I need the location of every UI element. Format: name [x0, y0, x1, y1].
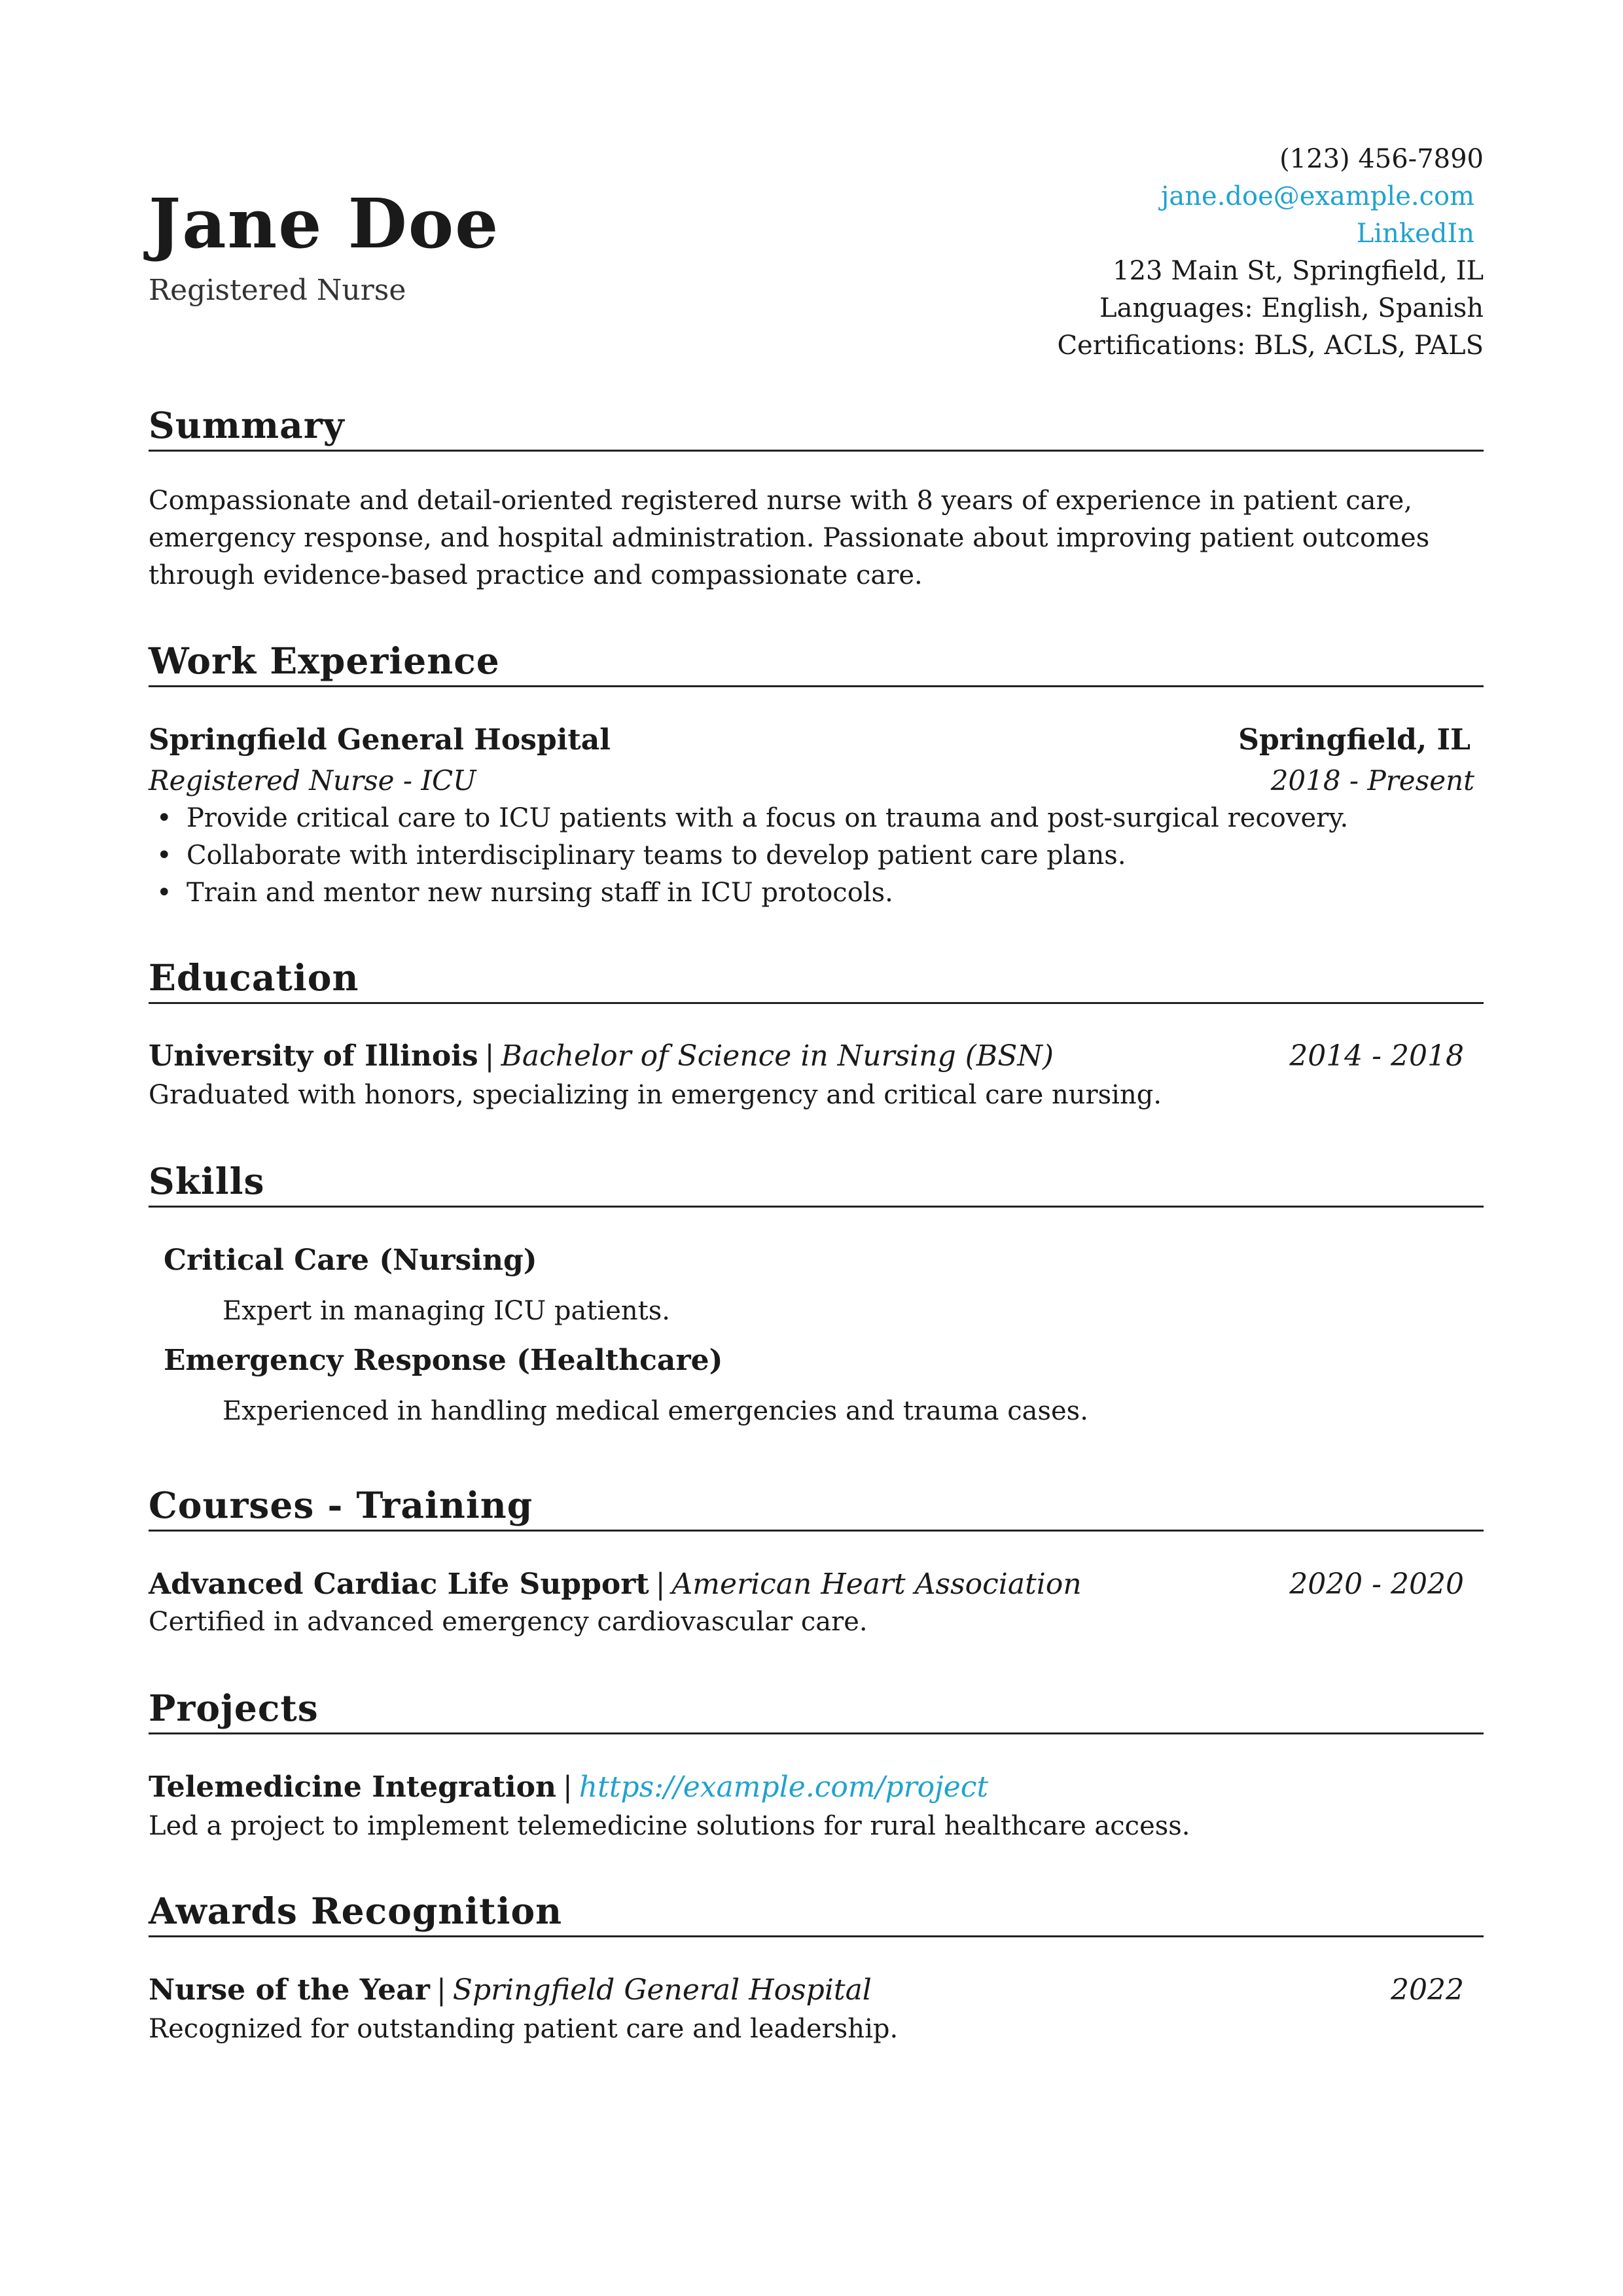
work-employer: Springfield General Hospital — [149, 723, 611, 757]
section-title-projects: Projects — [149, 1689, 1484, 1734]
section-title-courses: Courses - Training — [149, 1486, 1484, 1532]
contact-block — [1057, 141, 1484, 365]
linkedin-link[interactable]: LinkedIn — [1356, 219, 1474, 249]
education-dates: 2014 - 2018 — [1289, 1039, 1464, 1073]
candidate-role: Registered Nurse — [149, 274, 406, 307]
candidate-name: Jane Doe — [149, 183, 500, 264]
work-bullet: • Train and mentor new nursing staff in ICU protocols. — [149, 874, 1484, 912]
skill-title: Emergency Response (Healthcare) — [164, 1344, 723, 1377]
education-school: University of Illinois — [149, 1039, 478, 1073]
education-note: Graduated with honors, specializing in emergency and critical care nursing. — [149, 1080, 1162, 1110]
work-bullet: • Provide critical care to ICU patients with a focus on trauma and post-surgical recovery. — [149, 800, 1484, 837]
section-title-summary: Summary — [149, 406, 1484, 452]
work-bullet-list — [149, 800, 1484, 912]
course-dates: 2020 - 2020 — [1289, 1568, 1464, 1601]
education-separator: | — [484, 1039, 495, 1073]
award-note: Recognized for outstanding patient care and leadership. — [149, 2014, 899, 2044]
section-title-education: Education — [149, 958, 1484, 1004]
award-entry — [149, 1971, 1484, 2009]
course-note: Certified in advanced emergency cardiovascular care. — [149, 1607, 868, 1637]
course-separator: | — [655, 1568, 666, 1601]
address: 123 Main St, Springfield, IL — [1113, 256, 1484, 286]
work-bullet: • Collaborate with interdisciplinary teams to develop patient care plans. — [149, 837, 1484, 874]
course-name: Advanced Cardiac Life Support — [149, 1568, 649, 1601]
award-name: Nurse of the Year — [149, 1973, 430, 2007]
project-name: Telemedicine Integration — [149, 1770, 556, 1804]
section-title-work-experience: Work Experience — [149, 641, 1484, 687]
email-link[interactable]: jane.doe@example.com — [1161, 181, 1474, 211]
work-dates: 2018 - Present — [1270, 764, 1474, 797]
project-url-link[interactable]: https://example.com/project — [579, 1770, 989, 1804]
course-org: American Heart Association — [671, 1568, 1082, 1601]
project-note: Led a project to implement telemedicine solutions for rural healthcare access. — [149, 1811, 1190, 1841]
award-separator: | — [436, 1973, 446, 2007]
skill-description: Expert in managing ICU patients. — [223, 1296, 670, 1326]
work-location: Springfield, IL — [1238, 723, 1471, 757]
work-entry-subheader — [149, 762, 1484, 799]
education-degree: Bachelor of Science in Nursing (BSN) — [501, 1039, 1054, 1073]
skill-description: Experienced in handling medical emergencies and trauma cases. — [223, 1396, 1088, 1426]
languages: Languages: English, Spanish — [1099, 293, 1484, 323]
award-org: Springfield General Hospital — [452, 1973, 872, 2007]
work-entry-header — [149, 721, 1484, 759]
education-entry — [149, 1037, 1484, 1075]
summary-text: Compassionate and detail-oriented registered nurse with 8 years of experience in patient care, emergency response, and hospital administration. Passionate about improving patient outcomes through evidence-based practice and compassionate care. — [149, 486, 1430, 590]
course-entry — [149, 1566, 1484, 1603]
project-entry — [149, 1768, 1484, 1806]
project-separator: | — [562, 1770, 573, 1804]
section-title-awards: Awards Recognition — [149, 1892, 1484, 1937]
award-year: 2022 — [1391, 1973, 1464, 2007]
section-title-skills: Skills — [149, 1162, 1484, 1208]
certifications: Certifications: BLS, ACLS, PALS — [1057, 331, 1484, 361]
skill-title: Critical Care (Nursing) — [164, 1244, 537, 1277]
work-position: Registered Nurse - ICU — [149, 764, 476, 797]
phone-number: (123) 456-7890 — [1279, 144, 1484, 174]
